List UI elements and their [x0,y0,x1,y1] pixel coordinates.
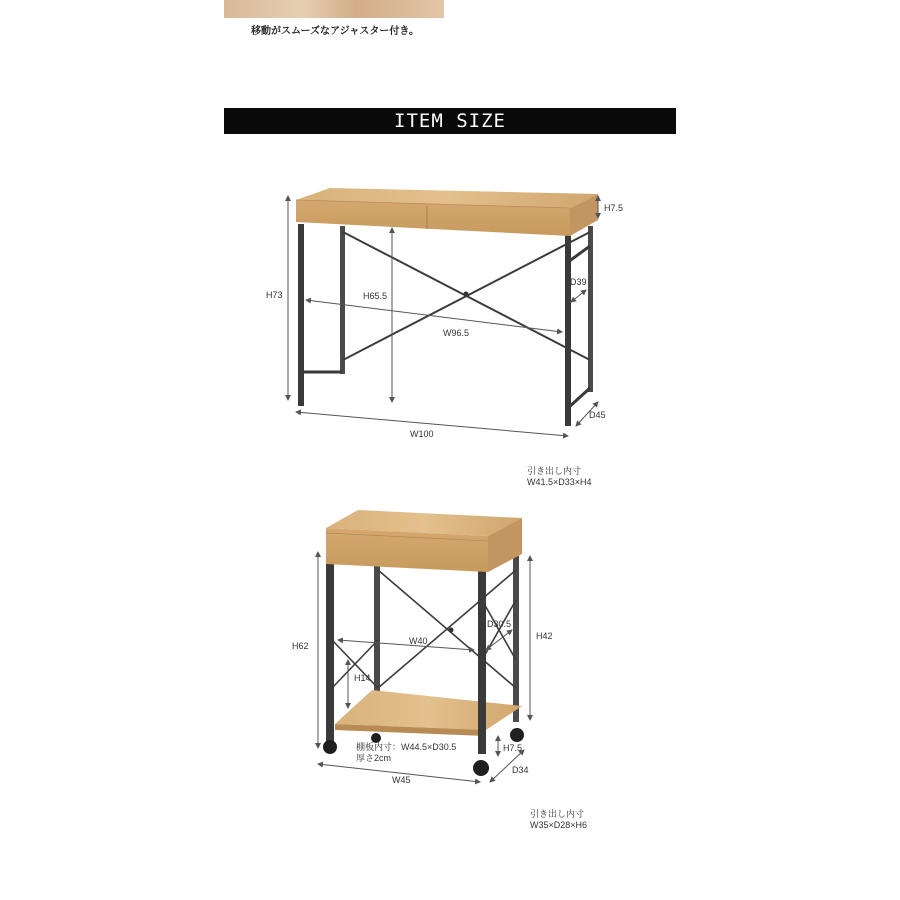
desk-inner-depth-label: D39 [570,277,587,287]
item-size-banner: ITEM SIZE [224,108,676,134]
wagon-drawer-note [530,809,587,831]
wagon-shelf [335,690,522,730]
wagon-front-left-leg [326,564,334,742]
wagon-total-height-label: H62 [292,641,309,651]
wagon-drawer-dims: W35×D28×H6 [530,820,588,830]
wagon-shelf-thickness: 厚さ2cm [356,753,392,763]
wagon-front-right-leg [478,570,486,754]
wagon-inner-height-label: H42 [536,631,553,641]
desk-inner-width-label: W96.5 [443,328,470,338]
desk-depth-label: D45 [589,410,606,420]
wagon-shelf-title: 棚板内寸：W44.5×D30.5 [356,742,457,752]
wagon-caster-height-label: H7.5 [503,743,523,753]
wagon-inner-width-label: W40 [409,636,428,646]
desk-drawer-title: 引き出し内寸 [527,466,582,476]
desk-width-label: W100 [410,429,434,439]
desk-diagram [288,188,598,436]
desk-front-right-leg [565,232,571,426]
wagon-depth-label: D34 [512,765,529,775]
desk-inner-height-label: H65.5 [363,291,388,301]
desk-back-left-leg [340,226,345,374]
desk-drawer-note [527,466,592,488]
wagon-inner-depth-label: D30.5 [487,619,512,629]
desk-back-right-leg [588,226,593,392]
desk-drawer-dims: W41.5×D33×H4 [527,477,592,487]
wagon-width-label: W45 [392,775,411,785]
wagon-shelf-note [356,742,456,764]
wagon-back-right-leg [513,556,519,722]
desk-top-height-label: H7.5 [604,203,624,213]
wagon-drawer-title: 引き出し内寸 [530,809,585,819]
desk-front-left-leg [298,224,304,406]
photo-caption: 移動がスムーズなアジャスター付き。 [251,26,419,37]
desk-total-height-label: H73 [266,290,283,300]
wagon-shelf-height-label: H14 [354,673,371,683]
